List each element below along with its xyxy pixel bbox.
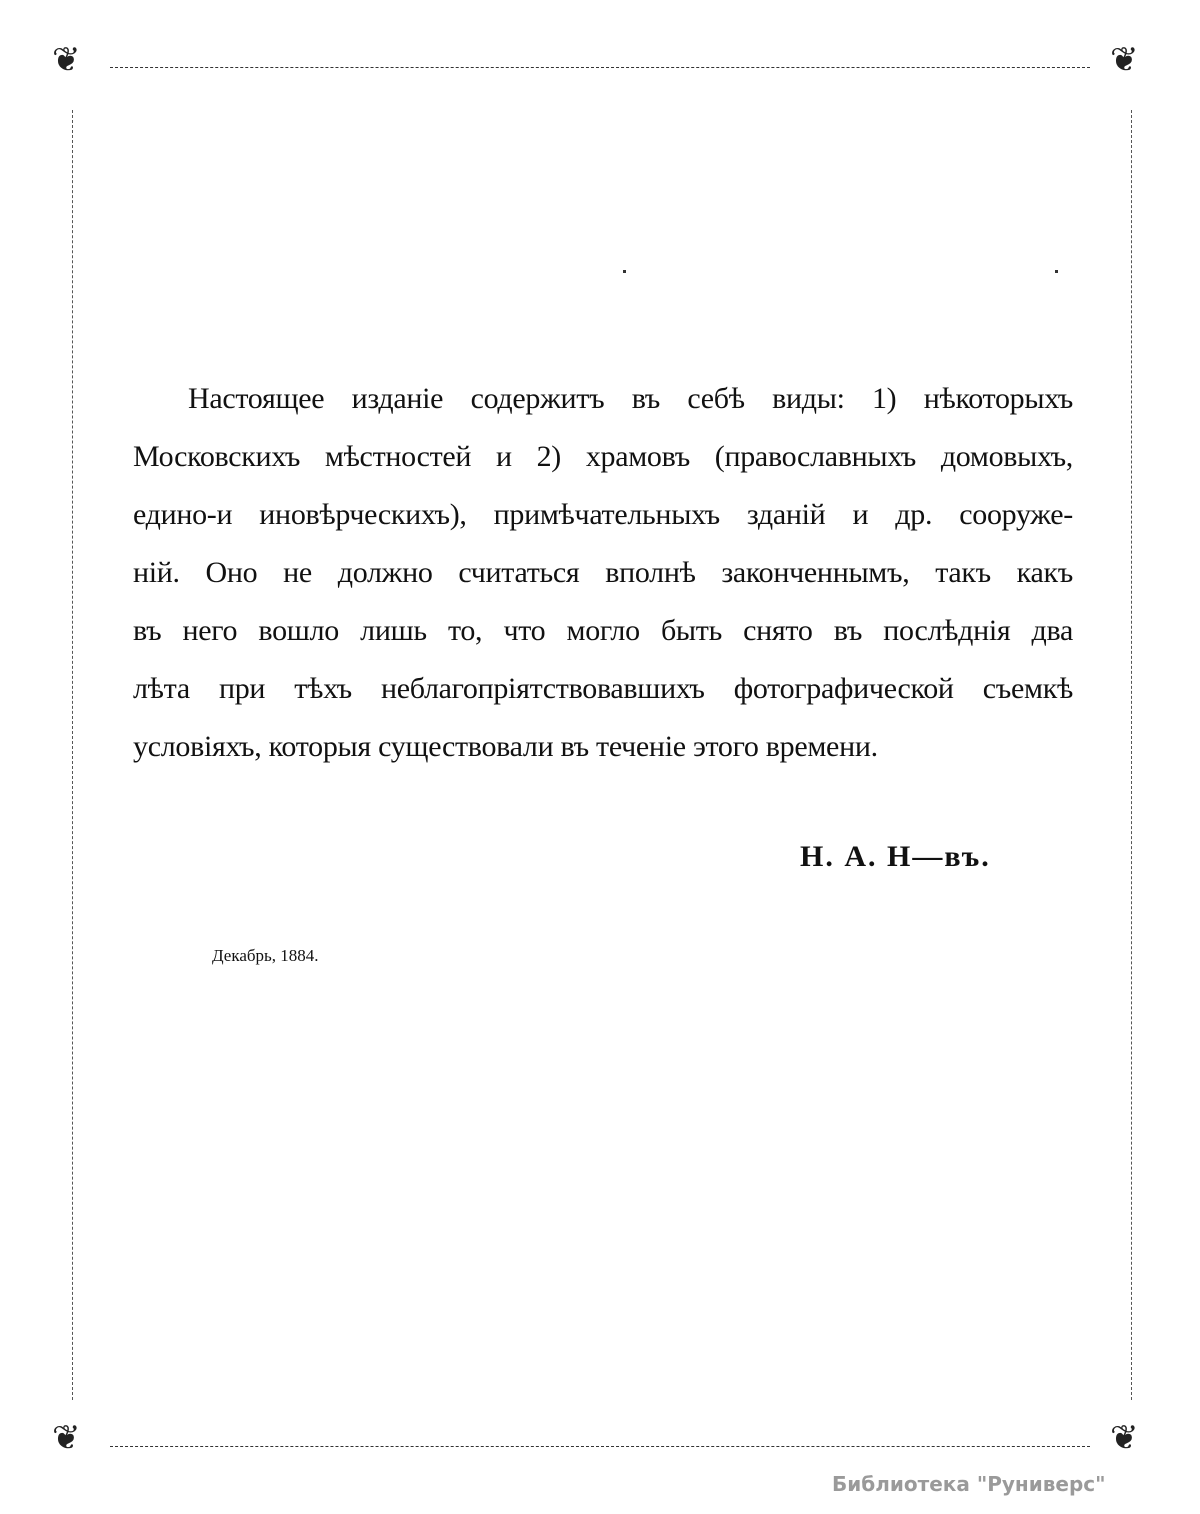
frame-right-border xyxy=(1131,110,1132,1400)
speck xyxy=(1055,270,1058,273)
date: Декабрь, 1884. xyxy=(212,946,319,965)
text-line: лѣта при тѣхъ неблагопріятствовавшихъ фотографической съемкѣ xyxy=(133,672,1073,705)
corner-ornament-icon: ❦ xyxy=(1110,1420,1139,1457)
corner-ornament-icon: ❦ xyxy=(1110,42,1139,79)
signature: Н. А. Н—въ. xyxy=(800,840,991,873)
text-line: Московскихъ мѣстностей и 2) храмовъ (православныхъ домовыхъ, xyxy=(133,440,1073,473)
watermark: Библиотека "Руниверс" xyxy=(832,1472,1106,1496)
text-line: въ него вошло лишь то, что могло быть снято въ послѣднія два xyxy=(133,614,1073,647)
frame-left-border xyxy=(72,110,73,1400)
frame-bottom-border xyxy=(110,1446,1090,1447)
frame-top-border xyxy=(110,67,1090,68)
speck xyxy=(623,270,626,273)
corner-ornament-icon: ❦ xyxy=(52,42,81,79)
corner-ornament-icon: ❦ xyxy=(52,1420,81,1457)
text-line: Настоящее изданіе содержитъ въ себѣ виды: 1) нѣкоторыхъ xyxy=(188,382,1073,415)
text-line: условіяхъ, которыя существовали въ теченіе этого времени. xyxy=(133,730,878,763)
text-line: едино-и иновѣрческихъ), примѣчательныхъ зданій и др. сооруже- xyxy=(133,498,1073,531)
text-line: ній. Оно не должно считаться вполнѣ законченнымъ, такъ какъ xyxy=(133,556,1073,589)
